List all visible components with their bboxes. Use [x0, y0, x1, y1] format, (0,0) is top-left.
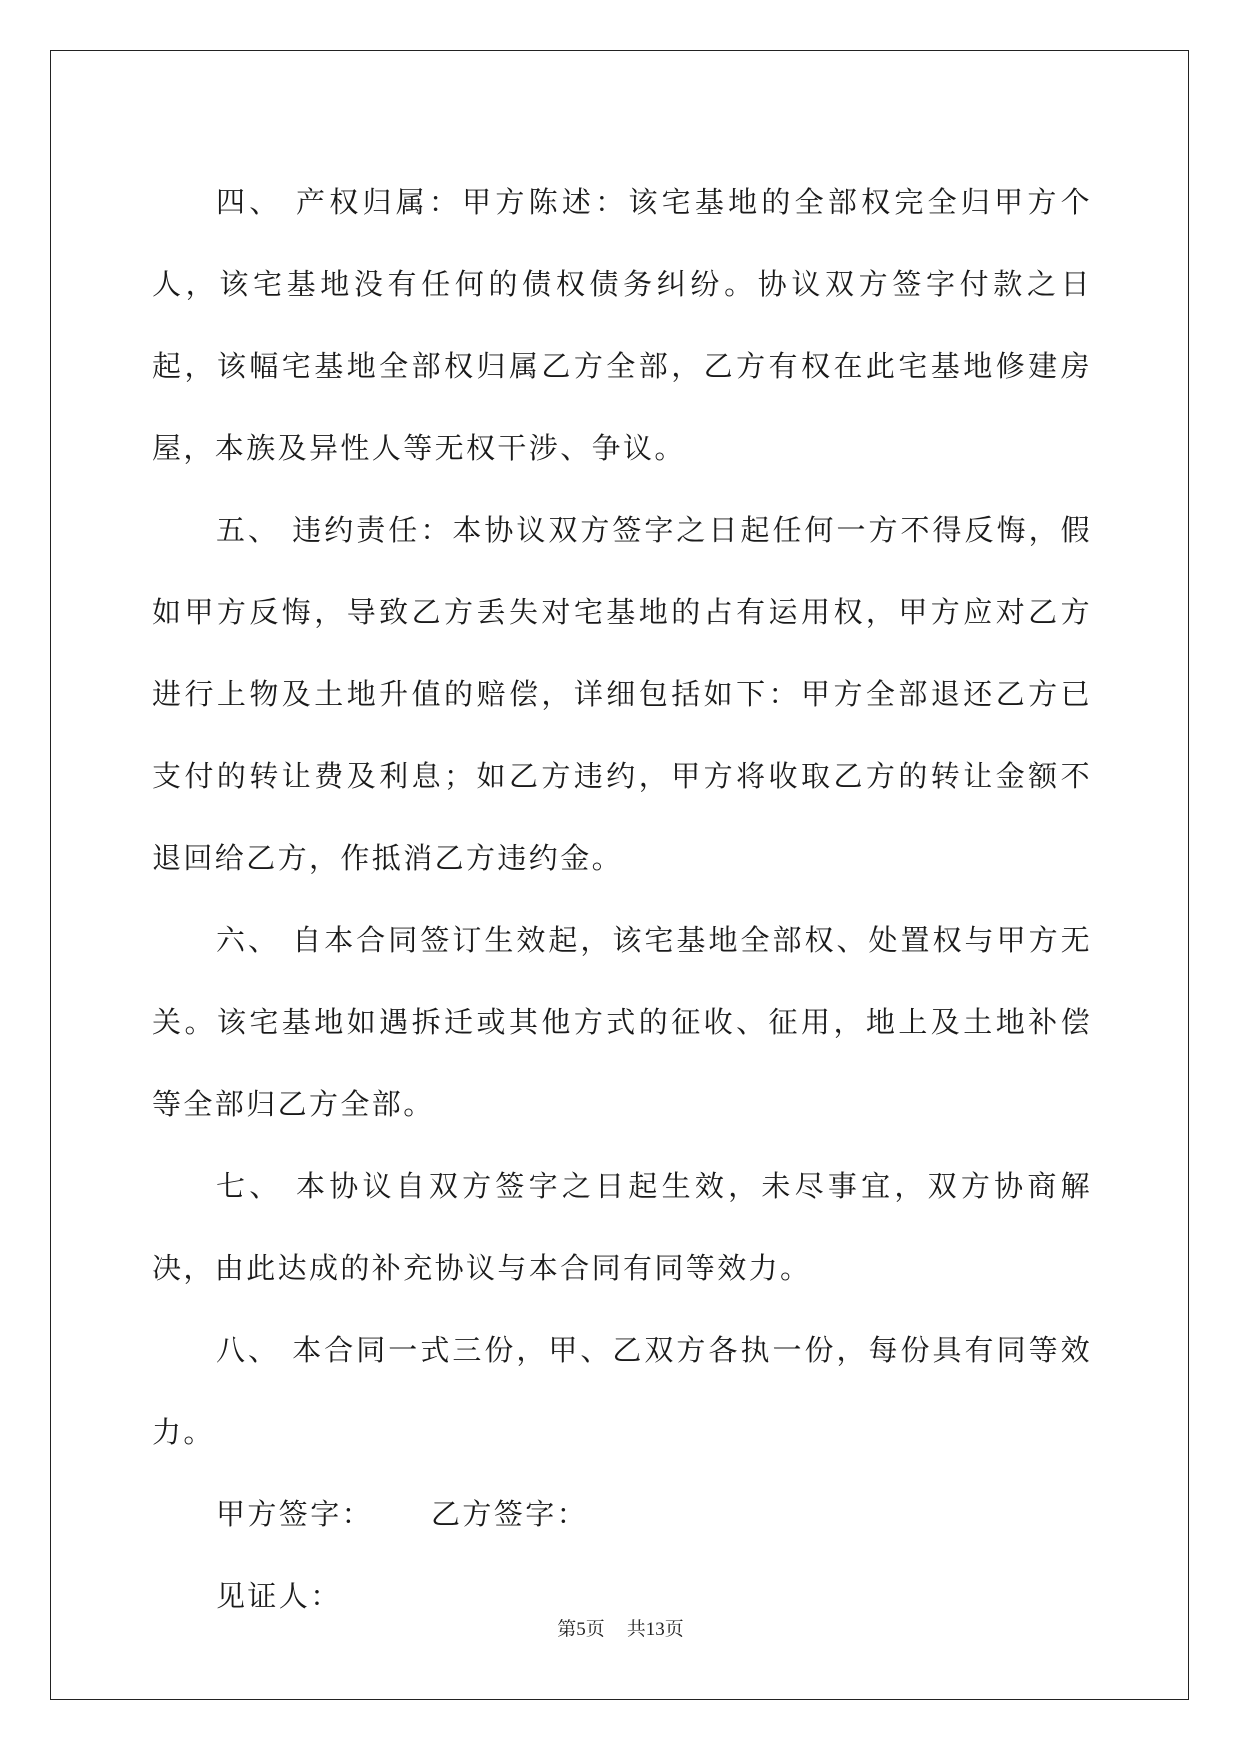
clause-7-supplementary: 七、 本协议自双方签字之日起生效，未尽事宜，双方协商解决，由此达成的补充协议与本合同有同等效力。	[152, 1169, 1092, 1285]
party-b-signature-label: 乙方签字：	[431, 1497, 589, 1531]
clause-8-copies: 八、 本合同一式三份，甲、乙双方各执一份，每份具有同等效力。	[152, 1333, 1092, 1449]
signature-row	[152, 1473, 1092, 1555]
page-number: 第5页	[557, 1619, 605, 1640]
clause-5-breach-liability: 五、 违约责任：本协议双方签字之日起任何一方不得反悔，假如甲方反悔，导致乙方丢失对宅基地的占有运用权，甲方应对乙方进行上物及土地升值的赔偿，详细包括如下：甲方全部退还乙方已支付的转让费及利息；如乙方违约，甲方将收取乙方的转让金额不退回给乙方，作抵消乙方违约金。	[152, 513, 1092, 875]
clause-6-effectiveness: 六、 自本合同签订生效起，该宅基地全部权、处置权与甲方无关。该宅基地如遇拆迁或其他方式的征收、征用，地上及土地补偿等全部归乙方全部。	[152, 923, 1092, 1121]
clause-4-property-rights: 四、 产权归属：甲方陈述：该宅基地的全部权完全归甲方个人，该宅基地没有任何的债权债务纠纷。协议双方签字付款之日起，该幅宅基地全部权归属乙方全部，乙方有权在此宅基地修建房屋，本族及异性人等无权干涉、争议。	[152, 185, 1092, 465]
party-a-signature-label: 甲方签字：	[216, 1497, 374, 1531]
page-footer	[0, 1614, 1241, 1641]
document-body	[152, 161, 1092, 1637]
page-total: 共13页	[626, 1619, 684, 1640]
witness-label: 见证人：	[216, 1579, 342, 1613]
